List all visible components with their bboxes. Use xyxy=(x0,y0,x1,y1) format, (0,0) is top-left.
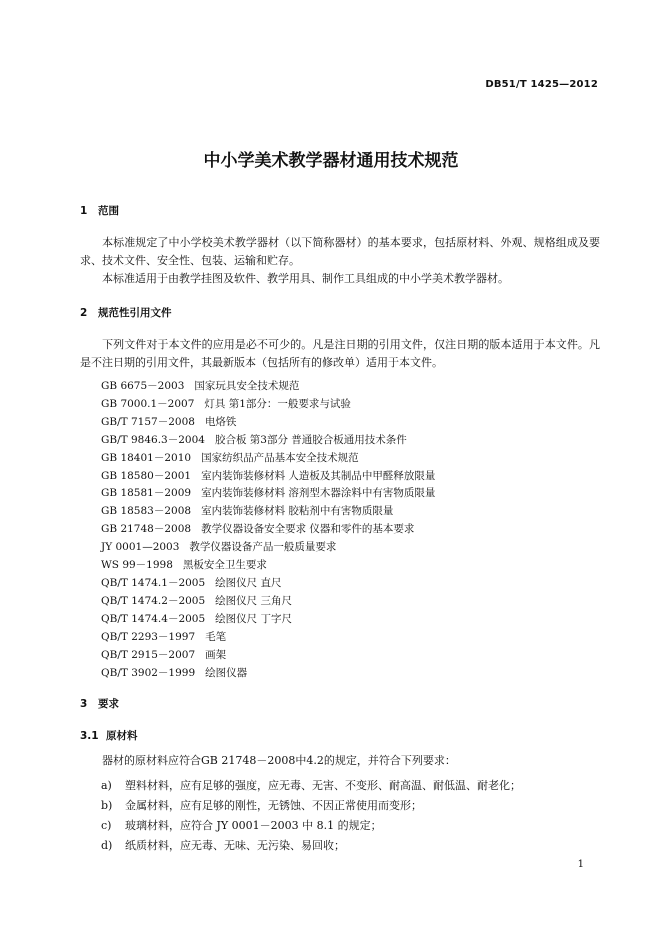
reference-code: GB 21748－2008 xyxy=(101,523,192,536)
reference-title: 国家纺织品产品基本安全技术规范 xyxy=(201,451,359,464)
reference-title: 黑板安全卫生要求 xyxy=(182,559,267,572)
reference-title: 室内装饰装修材料 溶剂型木器涂料中有害物质限量 xyxy=(201,487,436,500)
reference-code: QB/T 1474.1－2005 xyxy=(101,576,206,589)
section-1-heading xyxy=(80,203,119,218)
reference-item xyxy=(101,593,435,611)
standard-code: DB51/T 1425—2012 xyxy=(485,79,598,90)
reference-item xyxy=(101,396,435,414)
list-item xyxy=(101,836,521,856)
reference-item xyxy=(101,432,435,450)
reference-item xyxy=(101,485,435,503)
reference-title: 灯具 第1部分：一般要求与试验 xyxy=(204,397,351,410)
reference-code: GB 18401－2010 xyxy=(101,451,192,464)
reference-code: GB 18580－2001 xyxy=(101,469,192,482)
subsection-title: 原材料 xyxy=(106,730,138,742)
reference-title: 绘图仪尺 丁字尺 xyxy=(215,612,293,625)
section-2-heading xyxy=(80,305,172,320)
paragraph-text: 本标准适用于由教学挂图及软件、教学用具、制作工具组成的中小学美术教学器材。 xyxy=(102,272,509,285)
reference-item xyxy=(101,521,435,539)
list-item xyxy=(101,776,521,796)
list-item xyxy=(101,816,521,836)
section-3-heading xyxy=(80,696,119,711)
list-marker: c) xyxy=(101,819,112,832)
reference-item xyxy=(101,611,435,629)
paragraph-text: 器材的原材料应符合GB 21748－2008中4.2的规定，并符合下列要求： xyxy=(102,754,456,767)
reference-title: 教学仪器设备安全要求 仪器和零件的基本要求 xyxy=(201,523,415,536)
reference-title: 胶合板 第3部分 普通胶合板通用技术条件 xyxy=(214,433,407,446)
subsection-3-1-heading xyxy=(80,728,138,743)
paragraph-text: 本标准规定了中小学校美术教学器材（以下简称器材）的基本要求，包括原材料、外观、规格组成及要求、技术文件、安全性、包装、运输和贮存。 xyxy=(80,236,600,267)
reference-item xyxy=(101,665,435,683)
section-title: 要求 xyxy=(98,698,119,710)
list-text: 玻璃材料，应符合 JY 0001－2003 中 8.1 的规定； xyxy=(125,819,382,832)
reference-code: GB 6675－2003 xyxy=(101,380,185,392)
paragraph-text: 下列文件对于本文件的应用是必不可少的。凡是注日期的引用文件，仅注日期的版本适用于本文件。凡是不注日期的引用文件，其最新版本（包括所有的修改单）适用于本文件。 xyxy=(80,338,600,369)
reference-code: WS 99－1998 xyxy=(101,559,173,572)
reference-title: 毛笔 xyxy=(205,630,227,643)
reference-item xyxy=(101,539,435,557)
reference-title: 室内装饰装修材料 胶粘剂中有害物质限量 xyxy=(201,505,394,518)
reference-title: 画架 xyxy=(205,648,227,661)
section-number: 2 xyxy=(80,307,88,319)
reference-title: 绘图仪尺 三角尺 xyxy=(215,594,293,607)
requirement-list xyxy=(101,776,521,856)
reference-code: QB/T 2915－2007 xyxy=(101,648,196,661)
list-item xyxy=(101,796,521,816)
paragraph xyxy=(80,752,600,770)
reference-code: QB/T 2293－1997 xyxy=(101,630,196,643)
document-title: 中小学美术教学器材通用技术规范 xyxy=(203,151,459,171)
reference-item xyxy=(101,575,435,593)
reference-code: GB/T 9846.3－2004 xyxy=(101,433,205,446)
reference-list xyxy=(101,378,435,682)
reference-item xyxy=(101,468,435,486)
reference-code: GB 18581－2009 xyxy=(101,487,192,500)
reference-item xyxy=(101,557,435,575)
reference-title: 教学仪器设备产品一般质量要求 xyxy=(189,541,337,554)
reference-code: QB/T 3902－1999 xyxy=(101,666,196,679)
list-text: 纸质材料，应无毒、无味、无污染、易回收； xyxy=(125,839,345,852)
page-number: 1 xyxy=(577,859,584,870)
reference-code: GB 18583－2008 xyxy=(101,505,192,518)
reference-title: 绘图仪器 xyxy=(205,666,248,679)
list-marker: a) xyxy=(101,779,112,792)
section-title: 规范性引用文件 xyxy=(98,307,172,319)
reference-item xyxy=(101,378,435,396)
reference-item xyxy=(101,647,435,665)
reference-code: QB/T 1474.2－2005 xyxy=(101,594,206,607)
reference-item xyxy=(101,450,435,468)
section-number: 1 xyxy=(80,205,88,217)
paragraph xyxy=(80,234,600,270)
section-number: 3 xyxy=(80,698,88,710)
list-text: 金属材料，应有足够的刚性，无锈蚀、不因正常使用而变形； xyxy=(125,799,422,812)
paragraph xyxy=(80,336,600,372)
reference-code: GB 7000.1－2007 xyxy=(101,397,195,410)
list-marker: b) xyxy=(101,799,113,812)
reference-title: 国家玩具安全技术规范 xyxy=(194,380,300,392)
section-title: 范围 xyxy=(98,205,119,217)
reference-code: QB/T 1474.4－2005 xyxy=(101,612,206,625)
reference-item xyxy=(101,503,435,521)
reference-item xyxy=(101,629,435,647)
reference-title: 电烙铁 xyxy=(204,415,237,428)
reference-title: 室内装饰装修材料 人造板及其制品中甲醛释放限量 xyxy=(201,469,436,482)
reference-code: GB/T 7157－2008 xyxy=(101,415,195,428)
list-text: 塑料材料，应有足够的强度，应无毒、无害、不变形、耐高温、耐低温、耐老化； xyxy=(125,779,521,792)
subsection-number: 3.1 xyxy=(80,730,99,742)
reference-code: JY 0001—2003 xyxy=(101,541,180,554)
reference-item xyxy=(101,414,435,432)
paragraph xyxy=(80,270,600,288)
reference-title: 绘图仪尺 直尺 xyxy=(215,576,282,589)
list-marker: d) xyxy=(101,839,113,852)
